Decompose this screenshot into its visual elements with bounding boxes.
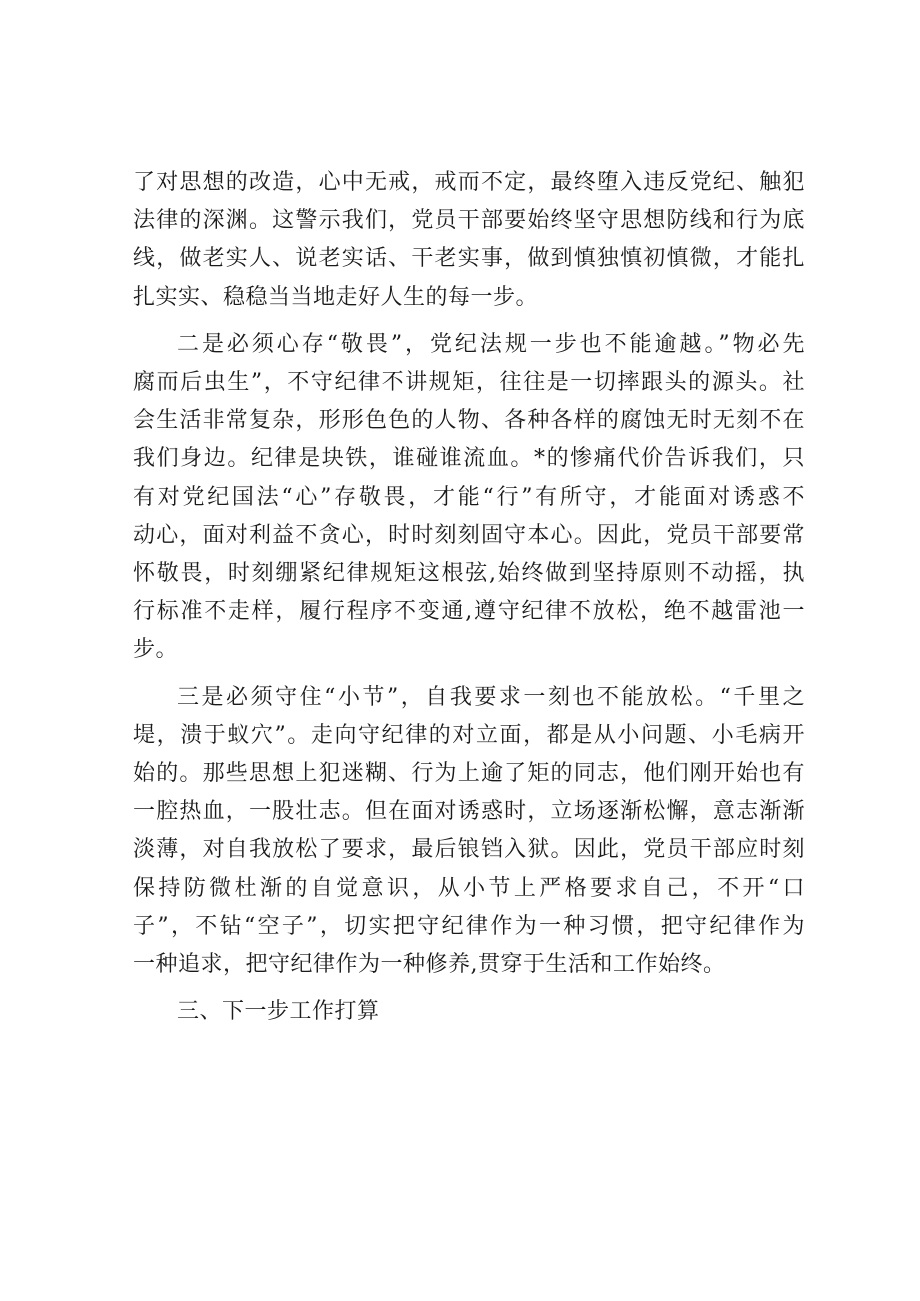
paragraph-p4	[133, 993, 805, 1031]
text-line: 我们身边。纪律是块铁，谁碰谁流血。*的惨痛代价告诉我们，只	[133, 446, 805, 472]
text-line: 线，做老实人、说老实话、干老实事，做到慎独慎初慎微，才能扎	[133, 246, 805, 272]
text-line: 动心，面对利益不贪心，时时刻刻固守本心。因此，党员干部要常	[133, 522, 805, 548]
paragraph-p3	[133, 679, 805, 985]
text-line: 行标准不走样，履行程序不变通,遵守纪律不放松，绝不越雷池一	[133, 599, 805, 625]
text-line: 二是必须心存“敬畏”，党纪法规一步也不能逾越。”物必先	[177, 331, 805, 357]
text-line: 一腔热血，一股壮志。但在面对诱惑时，立场逐渐松懈，意志渐渐	[133, 799, 805, 825]
text-line: 腐而后虫生”，不守纪律不讲规矩，往往是一切摔跟头的源头。社	[133, 370, 805, 396]
text-line: 一种追求，把守纪律作为一种修养,贯穿于生活和工作始终。	[133, 952, 726, 978]
text-line: 保持防微杜渐的自觉意识，从小节上严格要求自己，不开“口	[133, 875, 805, 901]
text-line: 三是必须守住“小节”，自我要求一刻也不能放松。“千里之	[177, 684, 805, 710]
text-line: 淡薄，对自我放松了要求，最后锒铛入狱。因此，党员干部应时刻	[133, 837, 805, 863]
text-line: 法律的深渊。这警示我们，党员干部要始终坚守思想防线和行为底	[133, 208, 805, 234]
text-line: 有对党纪国法“心”存敬畏，才能“行”有所守，才能面对诱惑不	[133, 484, 805, 510]
text-line: 子”，不钻“空子”，切实把守纪律作为一种习惯，把守纪律作为	[133, 913, 805, 939]
text-line: 怀敬畏，时刻绷紧纪律规矩这根弦,始终做到坚持原则不动摇，执	[133, 561, 805, 587]
text-line: 了对思想的改造，心中无戒，戒而不定，最终堕入违反党纪、触犯	[133, 170, 805, 195]
text-line: 会生活非常复杂，形形色色的人物、各种各样的腐蚀无时无刻不在	[133, 408, 805, 434]
text-line: 扎实实、稳稳当当地走好人生的每一步。	[133, 284, 539, 310]
paragraph-p2	[133, 326, 805, 670]
text-line: 步。	[133, 637, 179, 663]
text-line: 始的。那些思想上犯迷糊、行为上逾了矩的同志，他们刚开始也有	[133, 761, 805, 787]
document-body	[133, 164, 805, 1031]
paragraph-p1	[133, 164, 805, 317]
text-line: 三、下一步工作打算	[177, 999, 380, 1025]
text-line: 堤，溃于蚁穴”。走向守纪律的对立面，都是从小问题、小毛病开	[133, 722, 805, 748]
